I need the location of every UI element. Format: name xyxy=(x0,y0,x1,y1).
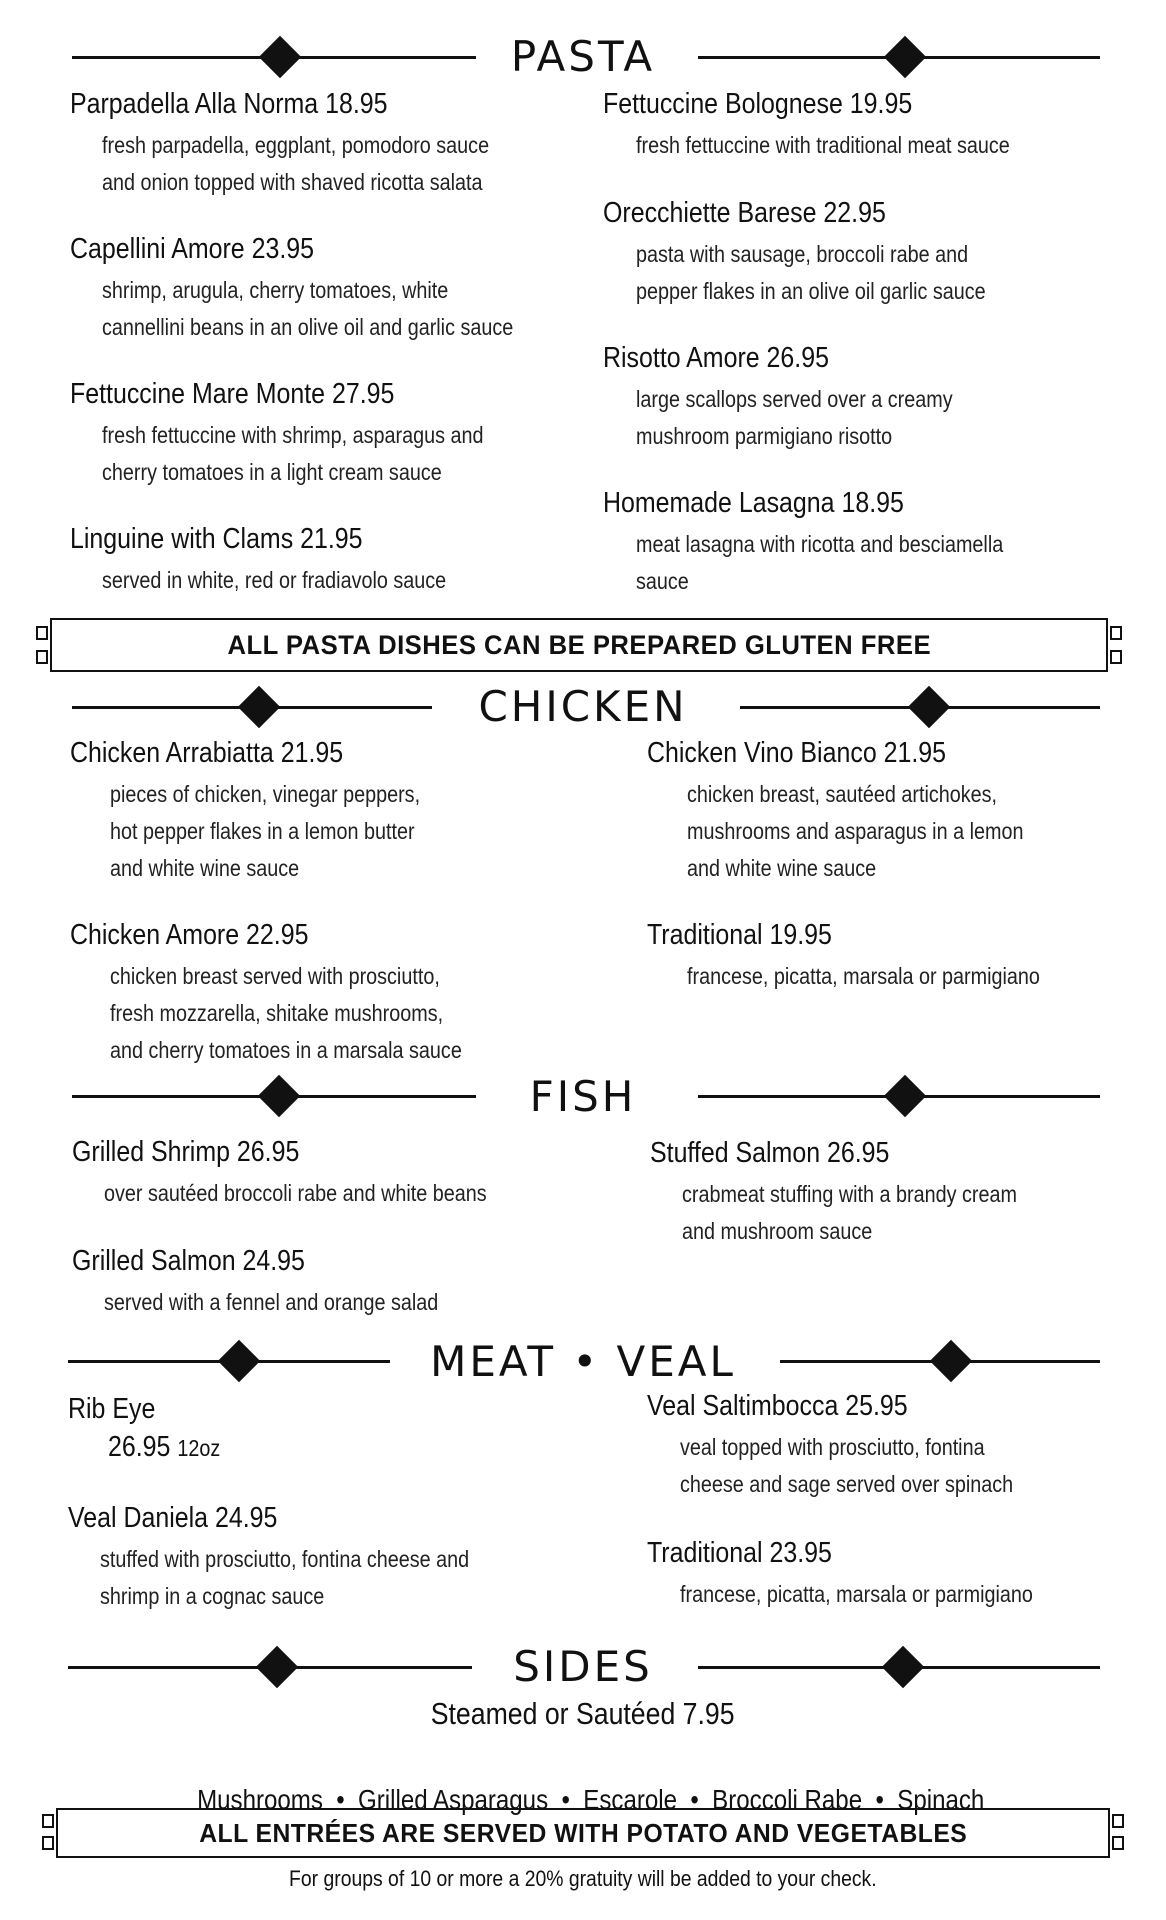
banner-text: ALL ENTRÉES ARE SERVED WITH POTATO AND VEGETABLES xyxy=(198,1818,968,1848)
diamond-ornament xyxy=(218,1340,260,1382)
menu-item-desc: over sautéed broccoli rabe and white beans xyxy=(104,1180,487,1206)
menu-item-desc: pasta with sausage, broccoli rabe and pepper flakes in an olive oil garlic sauce xyxy=(636,241,986,304)
banner-text: ALL PASTA DISHES CAN BE PREPARED GLUTEN FREE xyxy=(227,630,931,660)
menu-item-name: Fettuccine Mare Monte 27.95 xyxy=(70,378,395,410)
menu-item-desc: pieces of chicken, vinegar peppers, hot pepper flakes in a lemon butter and white wine sauce xyxy=(110,781,421,881)
menu-item-name: Parpadella Alla Norma 18.95 xyxy=(70,88,388,120)
menu-item-desc: veal topped with prosciutto, fontina cheese and sage served over spinach xyxy=(680,1434,1014,1497)
section-title-meat-veal: MEAT • VEAL xyxy=(430,1337,736,1386)
menu-item-name: Chicken Vino Bianco 21.95 xyxy=(647,737,947,769)
menu-item-desc: fresh parpadella, eggplant, pomodoro sauce and onion topped with shaved ricotta salata xyxy=(102,132,490,195)
banner-ornament xyxy=(1110,626,1122,640)
section-title-chicken: CHICKEN xyxy=(478,682,688,731)
banner-ornament xyxy=(1110,650,1122,664)
diamond-ornament xyxy=(908,686,950,728)
menu-item-price: 26.95 xyxy=(108,1431,171,1463)
menu-item-desc: served with a fennel and orange salad xyxy=(104,1289,439,1315)
menu-item-name: Orecchiette Barese 22.95 xyxy=(603,197,886,229)
menu-item-name: Stuffed Salmon 26.95 xyxy=(650,1137,890,1169)
menu-item-name: Rib Eye xyxy=(68,1393,156,1425)
rib-eye-price-line xyxy=(108,1431,220,1464)
section-title-pasta: PASTA xyxy=(510,32,656,81)
menu-item-name: Chicken Arrabiatta 21.95 xyxy=(70,737,344,769)
menu-item-name: Veal Daniela 24.95 xyxy=(68,1502,278,1534)
diamond-ornament xyxy=(259,36,301,78)
menu-item-desc: chicken breast, sautéed artichokes, mushrooms and asparagus in a lemon and white wine sauce xyxy=(687,781,1024,881)
diamond-ornament xyxy=(256,1646,298,1688)
diamond-ornament xyxy=(884,1075,926,1117)
menu-item-name: Risotto Amore 26.95 xyxy=(603,342,829,374)
menu-item-name: Homemade Lasagna 18.95 xyxy=(603,487,904,519)
banner-ornament xyxy=(1112,1836,1124,1850)
menu-item-desc: meat lasagna with ricotta and besciamella sauce xyxy=(636,531,1004,594)
sides-subtitle-text: Steamed or Sautéed 7.95 xyxy=(431,1696,735,1731)
diamond-ornament xyxy=(930,1340,972,1382)
menu-item-desc: shrimp, arugula, cherry tomatoes, white cannellini beans in an olive oil and garlic sauce xyxy=(102,277,514,340)
menu-item-desc: large scallops served over a creamy mushroom parmigiano risotto xyxy=(636,386,953,449)
diamond-ornament xyxy=(258,1075,300,1117)
menu-item-name: Grilled Shrimp 26.95 xyxy=(72,1136,300,1168)
menu-item-desc: served in white, red or fradiavolo sauce xyxy=(102,567,447,593)
menu-item-name: Fettuccine Bolognese 19.95 xyxy=(603,88,913,120)
menu-item-desc: fresh fettuccine with traditional meat sauce xyxy=(636,132,1010,158)
section-title-fish: FISH xyxy=(529,1072,637,1121)
gratuity-note-text: For groups of 10 or more a 20% gratuity will be added to your check. xyxy=(289,1866,877,1891)
menu-item-name: Linguine with Clams 21.95 xyxy=(70,523,363,555)
diamond-ornament xyxy=(882,1646,924,1688)
menu-item-desc: chicken breast served with prosciutto, fresh mozzarella, shitake mushrooms, and cherry tomatoes in a marsala sauce xyxy=(110,963,462,1063)
menu-item-name: Grilled Salmon 24.95 xyxy=(72,1245,305,1277)
banner-ornament xyxy=(36,626,48,640)
diamond-ornament xyxy=(884,36,926,78)
section-title-sides: SIDES xyxy=(513,1642,653,1691)
menu-item-name: Veal Saltimbocca 25.95 xyxy=(647,1390,908,1422)
banner-ornament xyxy=(42,1814,54,1828)
menu-item-desc: francese, picatta, marsala or parmigiano xyxy=(680,1581,1033,1607)
banner-ornament xyxy=(36,650,48,664)
banner-ornament xyxy=(42,1836,54,1850)
menu-item-name: Traditional 23.95 xyxy=(647,1537,832,1569)
menu-item-name: Traditional 19.95 xyxy=(647,919,832,951)
menu-item-desc: francese, picatta, marsala or parmigiano xyxy=(687,963,1040,989)
gratuity-note xyxy=(0,1866,1166,1892)
sides-list xyxy=(0,1752,1166,1816)
sides-list-text: Mushrooms • Grilled Asparagus • Escarole • Broccoli Rabe • Spinach xyxy=(197,1784,985,1815)
menu-item-desc: crabmeat stuffing with a brandy cream and mushroom sauce xyxy=(682,1181,1017,1244)
banner-ornament xyxy=(1112,1814,1124,1828)
menu-item-name: Chicken Amore 22.95 xyxy=(70,919,309,951)
menu-item-desc: stuffed with prosciutto, fontina cheese and shrimp in a cognac sauce xyxy=(100,1546,470,1609)
menu-item-desc: fresh fettuccine with shrimp, asparagus and cherry tomatoes in a light cream sauce xyxy=(102,422,484,485)
sides-subtitle xyxy=(0,1696,1166,1732)
portion-size: 12oz xyxy=(177,1435,221,1461)
menu-item-name: Capellini Amore 23.95 xyxy=(70,233,315,265)
diamond-ornament xyxy=(238,686,280,728)
